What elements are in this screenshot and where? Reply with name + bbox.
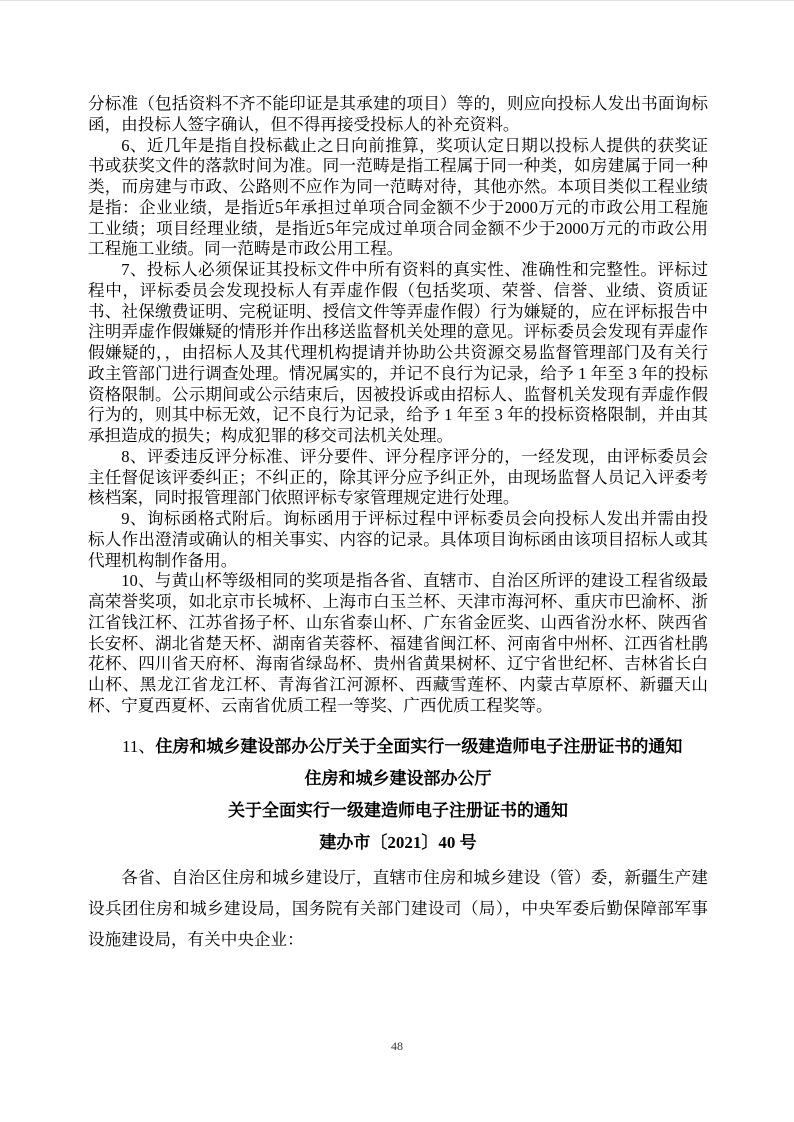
paragraph-item-6: 6、近几年是指自投标截止之日向前推算，奖项认定日期以投标人提供的获奖证书或获奖文件的落款时间为准。同一范畴是指工程属于同一种类，如房建属于同一种类，而房建与市政、公路则不应作为同一范畴对待，其他亦然。本项目类似工程业绩是指：企业业绩，是指近5年承担过单项合同金额不少于2000万元的市政公用工程施工业绩；项目经理业绩，是指近5年完成过单项合同金额不少于2000万元的市政公用工程施工业绩。同一范畴是市政公用工程。 — [88, 135, 708, 259]
notice-issuing-org: 住房和城乡建设部办公厅 — [304, 768, 492, 788]
paragraph-item-10: 10、与黄山杯等级相同的奖项是指各省、直辖市、自治区所评的建设工程省级最高荣誉奖项，如北京市长城杯、上海市白玉兰杯、天津市海河杯、重庆市巴渝杯、浙江省钱江杯、江苏省扬子杯、山东省泰山杯、广东省金匠奖、山西省汾水杯、陕西省长安杯、湖北省楚天杯、湖南省芙蓉杯、福建省闽江杯、河南省中州杯、江西省杜鹃花杯、四川省天府杯、海南省绿岛杯、贵州省黄果树杯、辽宁省世纪杯、吉林省长白山杯、黑龙江省龙江杯、青海省江河源杯、西藏雪莲杯、内蒙古草原杯、新疆天山杯、宁夏西夏杯、云南省优质工程一等奖、广西优质工程奖等。 — [88, 571, 708, 715]
paragraph-continuation: 分标准（包括资料不齐不能印证是其承建的项目）等的，则应向投标人发出书面询标函，由投标人签字确认，但不得再接受投标人的补充资料。 — [88, 94, 708, 134]
notice-doc-number: 建办市〔2021〕40 号 — [319, 832, 477, 852]
paragraph-item-9: 9、询标函格式附后。询标函用于评标过程中评标委员会向投标人发出并需由投标人作出澄清或确认的相关事实、内容的记录。具体项目询标函由该项目招标人或其代理机构制作备用。 — [88, 509, 708, 570]
page-number: 48 — [391, 1039, 403, 1053]
heading-item-11 — [88, 736, 708, 757]
page-content — [88, 94, 708, 955]
notice-title: 关于全面实行一级建造师电子注册证书的通知 — [228, 800, 568, 820]
paragraph-item-7: 7、投标人必须保证其投标文件中所有资料的真实性、准确性和完整性。评标过程中，评标委员会发现投标人有弄虚作假（包括奖项、荣誉、信誉、业绩、资质证书、社保缴费证明、完税证明、授信文件等弄虚作假）行为嫌疑的，应在评标报告中注明弄虚作假嫌疑的情形并作出移送监督机关处理的意见。评标委员会发现有弄虚作假嫌疑的，，由招标人及其代理机构提请并协助公共资源交易监督管理部门及有关行政主管部门进行调查处理。情况属实的，并记不良行为记录，给予 1 年至 3 年的投标资格限制。公示期间或公示结束后，因被投诉或由招标人、监督机关发现有弄虚作假行为的，则其中标无效，记不良行为记录，给予 1 年至 3 年的投标资格限制，并由其承担造成的损失；构成犯罪的移交司法机关处理。 — [88, 260, 708, 445]
notice-recipients: 各省、自治区住房和城乡建设厅，直辖市住房和城乡建设（管）委，新疆生产建设兵团住房和城乡建设局，国务院有关部门建设司（局），中央军委后勤保障部军事设施建设局，有关中央企业： — [88, 867, 708, 949]
heading-item-11-title: 住房和城乡建设部办公厅关于全面实行一级建造师电子注册证书的通知 — [155, 736, 683, 756]
paragraph-item-8: 8、评委违反评分标准、评分要件、评分程序评分的，一经发现，由评标委员会主任督促该评委纠正；不纠正的，除其评分应予纠正外，由现场监督人员记入评委考核档案，同时报管理部门依照评标专家管理规定进行处理。 — [88, 446, 708, 508]
heading-item-11-number: 11、 — [122, 736, 156, 756]
